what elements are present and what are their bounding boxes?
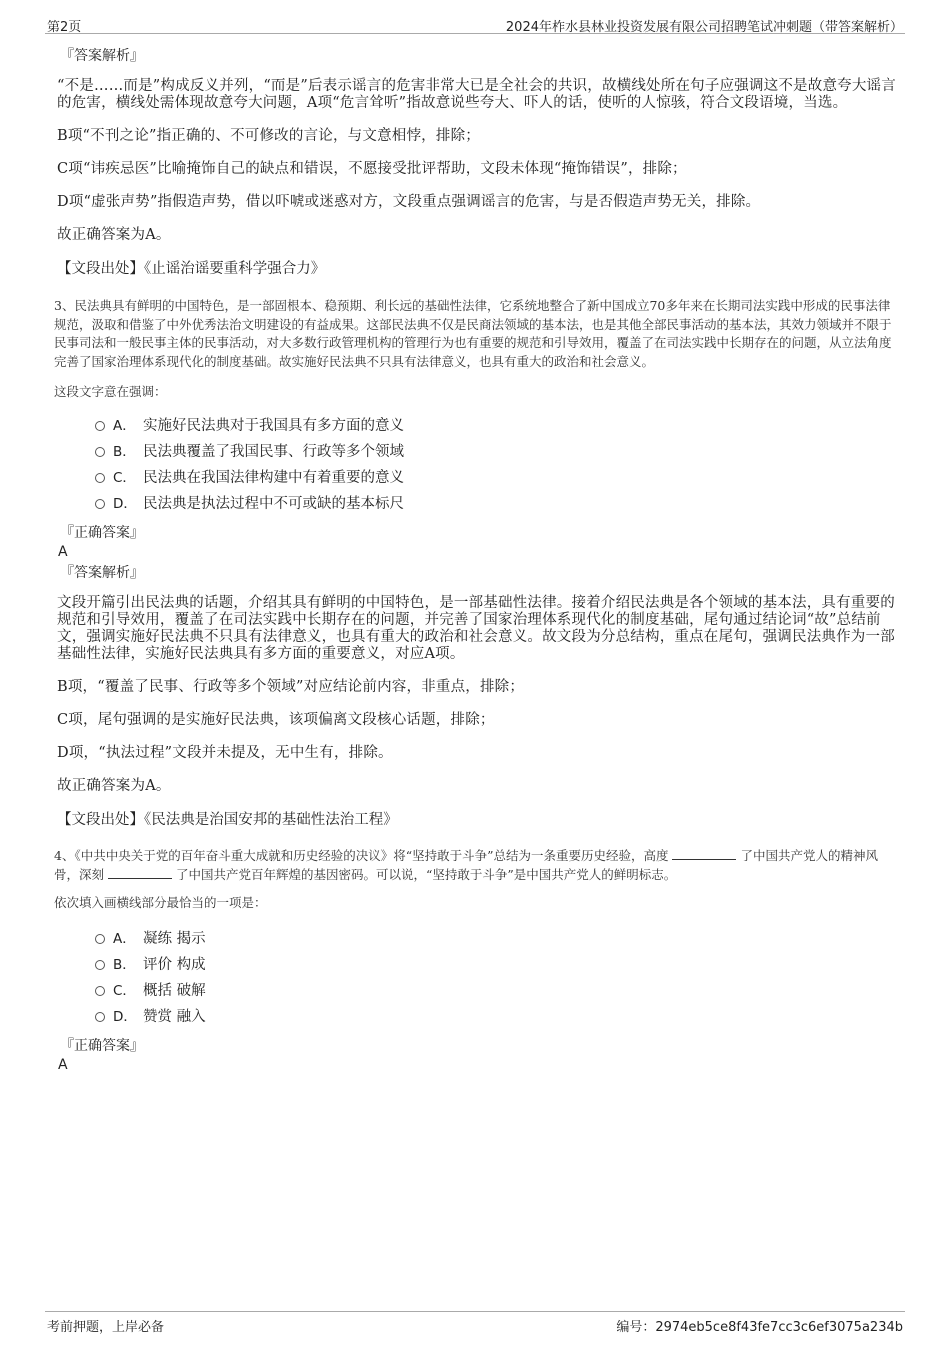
q4-option-a[interactable]: A． 凝练 揭示 — [95, 924, 897, 950]
q2-analysis-p2: B项“不刊之论”指正确的、不可修改的言论，与文意相悖，排除； — [57, 128, 480, 144]
q4-correct-label: 『正确答案』 — [60, 1038, 144, 1054]
q3-correct-label: 『正确答案』 — [60, 525, 144, 541]
page-content — [54, 46, 897, 1074]
q2-analysis-p1: “不是……而是”构成反义并列，“而是”后表示谣言的危害非常大已是全社会的共识，故横线处所在句子应强调这不是故意夸大谣言的危害，横线处需体现故意夸大问题，A项“危言耸听”指故意说些夸大、吓人的话，使听的人惊骇，符合文段语境，当选。 — [57, 78, 896, 111]
radio-icon[interactable] — [95, 499, 105, 509]
q3-analysis-p1: 文段开篇引出民法典的话题，介绍其具有鲜明的中国特色，是一部基础性法律。接着介绍民法典是各个领域的基本法，具有重要的规范和引导效用，覆盖了在司法实践中长期存在的问题，并完善了国家治理体系现代化的制度基础，尾句通过结论词“故”总结前文，强调实施好民法典不只具有法律意义，也具有重大的政治和社会意义。故文段为分总结构，重点在尾句，强调民法典作为一部基础性法律，实施好民法典具有多方面的重要意义，对应A项。 — [57, 595, 895, 662]
q4-options — [95, 924, 897, 1028]
q2-analysis-p3: C项“讳疾忌医”比喻掩饰自己的缺点和错误，不愿接受批评帮助，文段未体现“掩饰错误”，排除； — [57, 161, 687, 177]
q2-analysis-p4: D项“虚张声势”指假造声势，借以吓唬或迷惑对方，文段重点强调谣言的危害，与是否假造声势无关，排除。 — [57, 194, 761, 210]
q3-option-a[interactable]: A． 实施好民法典对于我国具有多方面的意义 — [95, 411, 897, 437]
q3-analysis-label: 『答案解析』 — [60, 565, 144, 581]
radio-icon[interactable] — [95, 934, 105, 944]
q4-prompt: 依次填入画横线部分最恰当的一项是： — [54, 895, 267, 910]
q3-options — [95, 411, 897, 515]
q3-analysis-p3: C项，尾句强调的是实施好民法典，该项偏离文段核心话题，排除； — [57, 712, 495, 728]
radio-icon[interactable] — [95, 1012, 105, 1022]
page-header — [45, 14, 905, 34]
q4-option-d[interactable]: D． 赞赏 融入 — [95, 1002, 897, 1028]
q4-option-c[interactable]: C． 概括 破解 — [95, 976, 897, 1002]
q2-analysis-label: 『答案解析』 — [60, 48, 144, 64]
q3-analysis-p2: B项，“覆盖了民事、行政等多个领域”对应结论前内容，非重点，排除； — [57, 679, 525, 695]
page-footer — [45, 1311, 905, 1337]
radio-icon[interactable] — [95, 473, 105, 483]
radio-icon[interactable] — [95, 447, 105, 457]
q4-question-text: 4、《中共中央关于党的百年奋斗重大成就和历史经验的决议》将“坚持敢于斗争”总结为一条重要历史经验，高度 了中国共产党人的精神风骨，深刻 了中国共产党百年辉煌的基因密码。可以说，“坚持敢于斗争”是中国共产党人的鲜明标志。 — [54, 848, 878, 882]
q3-option-b[interactable]: B． 民法典覆盖了我国民事、行政等多个领域 — [95, 437, 897, 463]
document-code: 编号：2974eb5ce8f43fe7cc3c6ef3075a234b — [616, 1320, 903, 1335]
q4-correct-answer: A — [58, 1057, 68, 1073]
q2-answer-summary: 故正确答案为A。 — [57, 227, 171, 243]
document-title: 2024年柞水县林业投资发展有限公司招聘笔试冲刺题（带答案解析） — [505, 20, 903, 35]
q3-analysis-p4: D项，“执法过程”文段并未提及，无中生有，排除。 — [57, 745, 393, 761]
footer-slogan: 考前押题，上岸必备 — [47, 1320, 165, 1335]
radio-icon[interactable] — [95, 421, 105, 431]
q2-source: 【文段出处】《止谣治谣要重科学强合力》 — [57, 261, 326, 277]
q3-prompt: 这段文字意在强调： — [54, 384, 167, 399]
fill-blank-2 — [108, 867, 172, 879]
q3-option-d[interactable]: D． 民法典是执法过程中不可或缺的基本标尺 — [95, 489, 897, 515]
q3-answer-summary: 故正确答案为A。 — [57, 778, 171, 794]
page-number: 第2页 — [47, 20, 82, 35]
q3-correct-answer: A — [58, 544, 68, 560]
fill-blank-1 — [672, 848, 736, 860]
radio-icon[interactable] — [95, 986, 105, 996]
q3-source: 【文段出处】《民法典是治国安邦的基础性法治工程》 — [57, 812, 398, 828]
q3-question-text: 3、民法典具有鲜明的中国特色，是一部固根本、稳预期、利长远的基础性法律，它系统地整合了新中国成立70多年来在长期司法实践中形成的民事法律规范，汲取和借鉴了中外优秀法治文明建设的有益成果。这部民法典不仅是民商法领域的基本法，也是其他全部民事活动的基本法，其效力领域并不限于民事司法和一般民事主体的民事活动，对大多数行政管理机构的管理行为也有重要的规范和引导效用，覆盖了在司法实践中长期存在的问题，从立法角度完善了国家治理体系现代化的制度基础。故实施好民法典不只具有法律意义，也具有重大的政治和社会意义。 — [54, 298, 892, 369]
q4-option-b[interactable]: B． 评价 构成 — [95, 950, 897, 976]
radio-icon[interactable] — [95, 960, 105, 970]
q3-option-c[interactable]: C． 民法典在我国法律构建中有着重要的意义 — [95, 463, 897, 489]
